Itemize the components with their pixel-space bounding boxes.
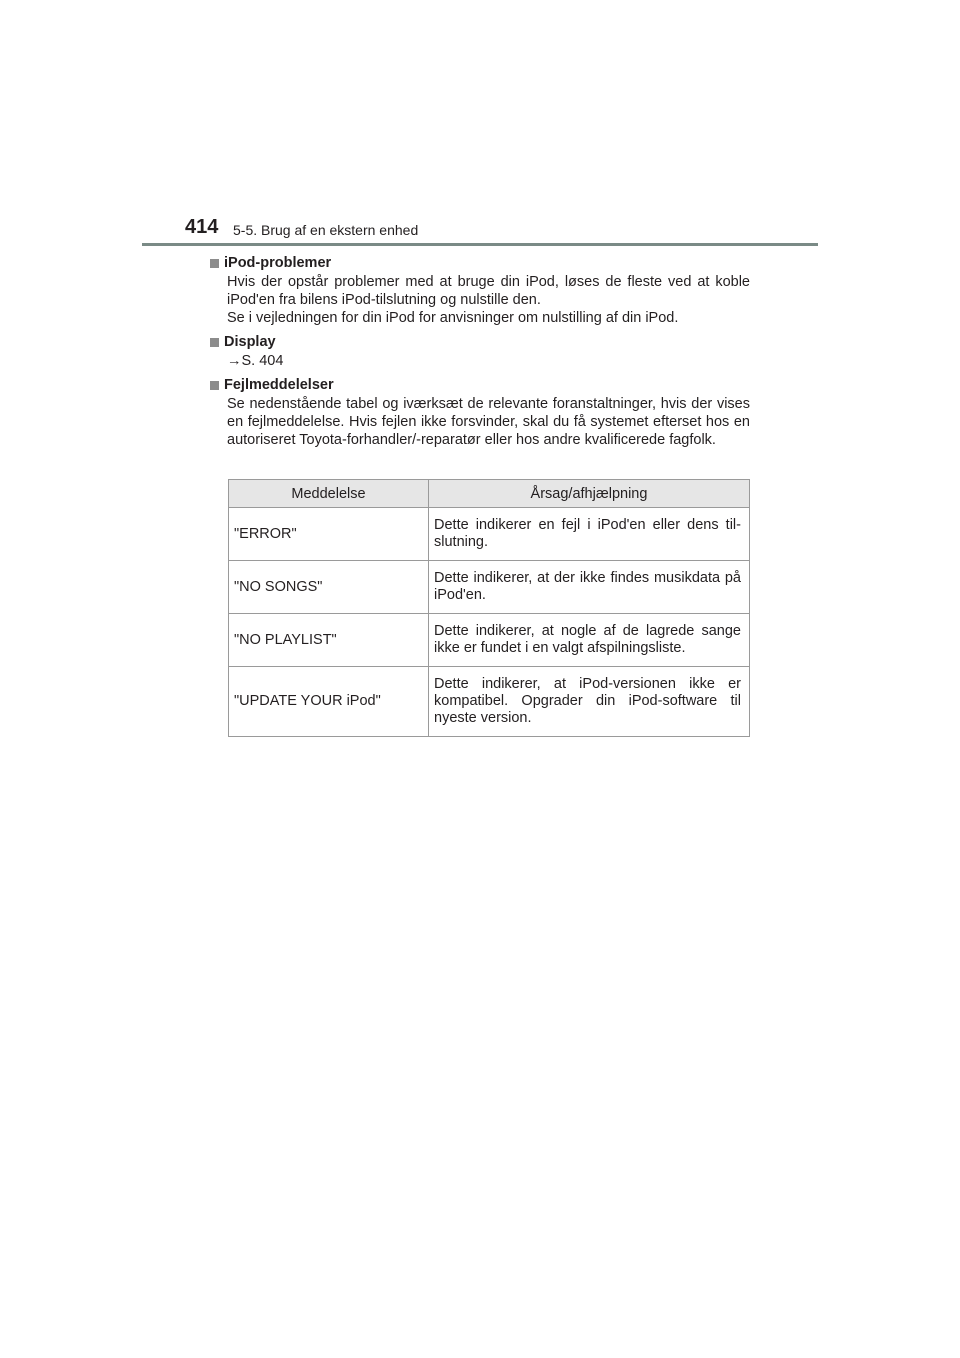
- message-cell: "UPDATE YOUR iPod": [229, 667, 429, 737]
- table-row: [229, 508, 750, 561]
- section-display: [210, 333, 750, 370]
- table-header-row: [229, 480, 750, 508]
- section-title: 5-5. Brug af en ekstern enhed: [233, 222, 419, 238]
- message-cell: "ERROR": [229, 508, 429, 561]
- section-heading: Display: [224, 334, 276, 350]
- square-bullet-icon: [210, 381, 219, 390]
- column-header-message: Meddelelse: [229, 480, 429, 508]
- square-bullet-icon: [210, 259, 219, 268]
- square-bullet-icon: [210, 338, 219, 347]
- paragraph: Hvis der opstår problemer med at bruge din iPod, løses de fleste ved at koble iPod'en fra bilens iPod-tilslutning og nulstille den.: [227, 274, 750, 308]
- column-header-cause: Årsag/afhjælpning: [429, 480, 750, 508]
- cause-cell: Dette indikerer, at nogle af de lagrede sange ikke er fundet i en valgt afspilningsliste.: [429, 614, 750, 667]
- page-number: 414: [185, 216, 219, 238]
- table-row: [229, 614, 750, 667]
- message-cell: "NO SONGS": [229, 561, 429, 614]
- cause-cell: Dette indikerer, at iPod-versionen ikke er kompatibel. Opgrader din iPod-software til nyeste version.: [429, 667, 750, 737]
- paragraph: Se nedenstående tabel og iværksæt de relevante foranstaltninger, hvis der vises en fejlmeddelelse. Hvis fejlen ikke forsvinder, skal du få systemet efterset hos en autoriseret Toyota-forhandler/-reparatør eller hos andre kvalificerede fagfolk.: [227, 396, 750, 448]
- table-row: [229, 667, 750, 737]
- section-error-messages: [210, 376, 750, 449]
- section-ipod-problems: [210, 254, 750, 327]
- header-divider: [142, 243, 818, 246]
- message-cell: "NO PLAYLIST": [229, 614, 429, 667]
- table-row: [229, 561, 750, 614]
- paragraph: Se i vejledningen for din iPod for anvisninger om nulstilling af din iPod.: [227, 310, 679, 326]
- page-reference-link[interactable]: →S. 404: [227, 353, 284, 369]
- main-content: [210, 254, 750, 455]
- cause-cell: Dette indikerer, at der ikke findes musikdata på iPod'en.: [429, 561, 750, 614]
- error-message-table: [228, 479, 750, 737]
- section-heading: Fejlmeddelelser: [224, 377, 334, 393]
- cause-cell: Dette indikerer en fejl i iPod'en eller dens til-slutning.: [429, 508, 750, 561]
- section-heading: iPod-problemer: [224, 255, 332, 271]
